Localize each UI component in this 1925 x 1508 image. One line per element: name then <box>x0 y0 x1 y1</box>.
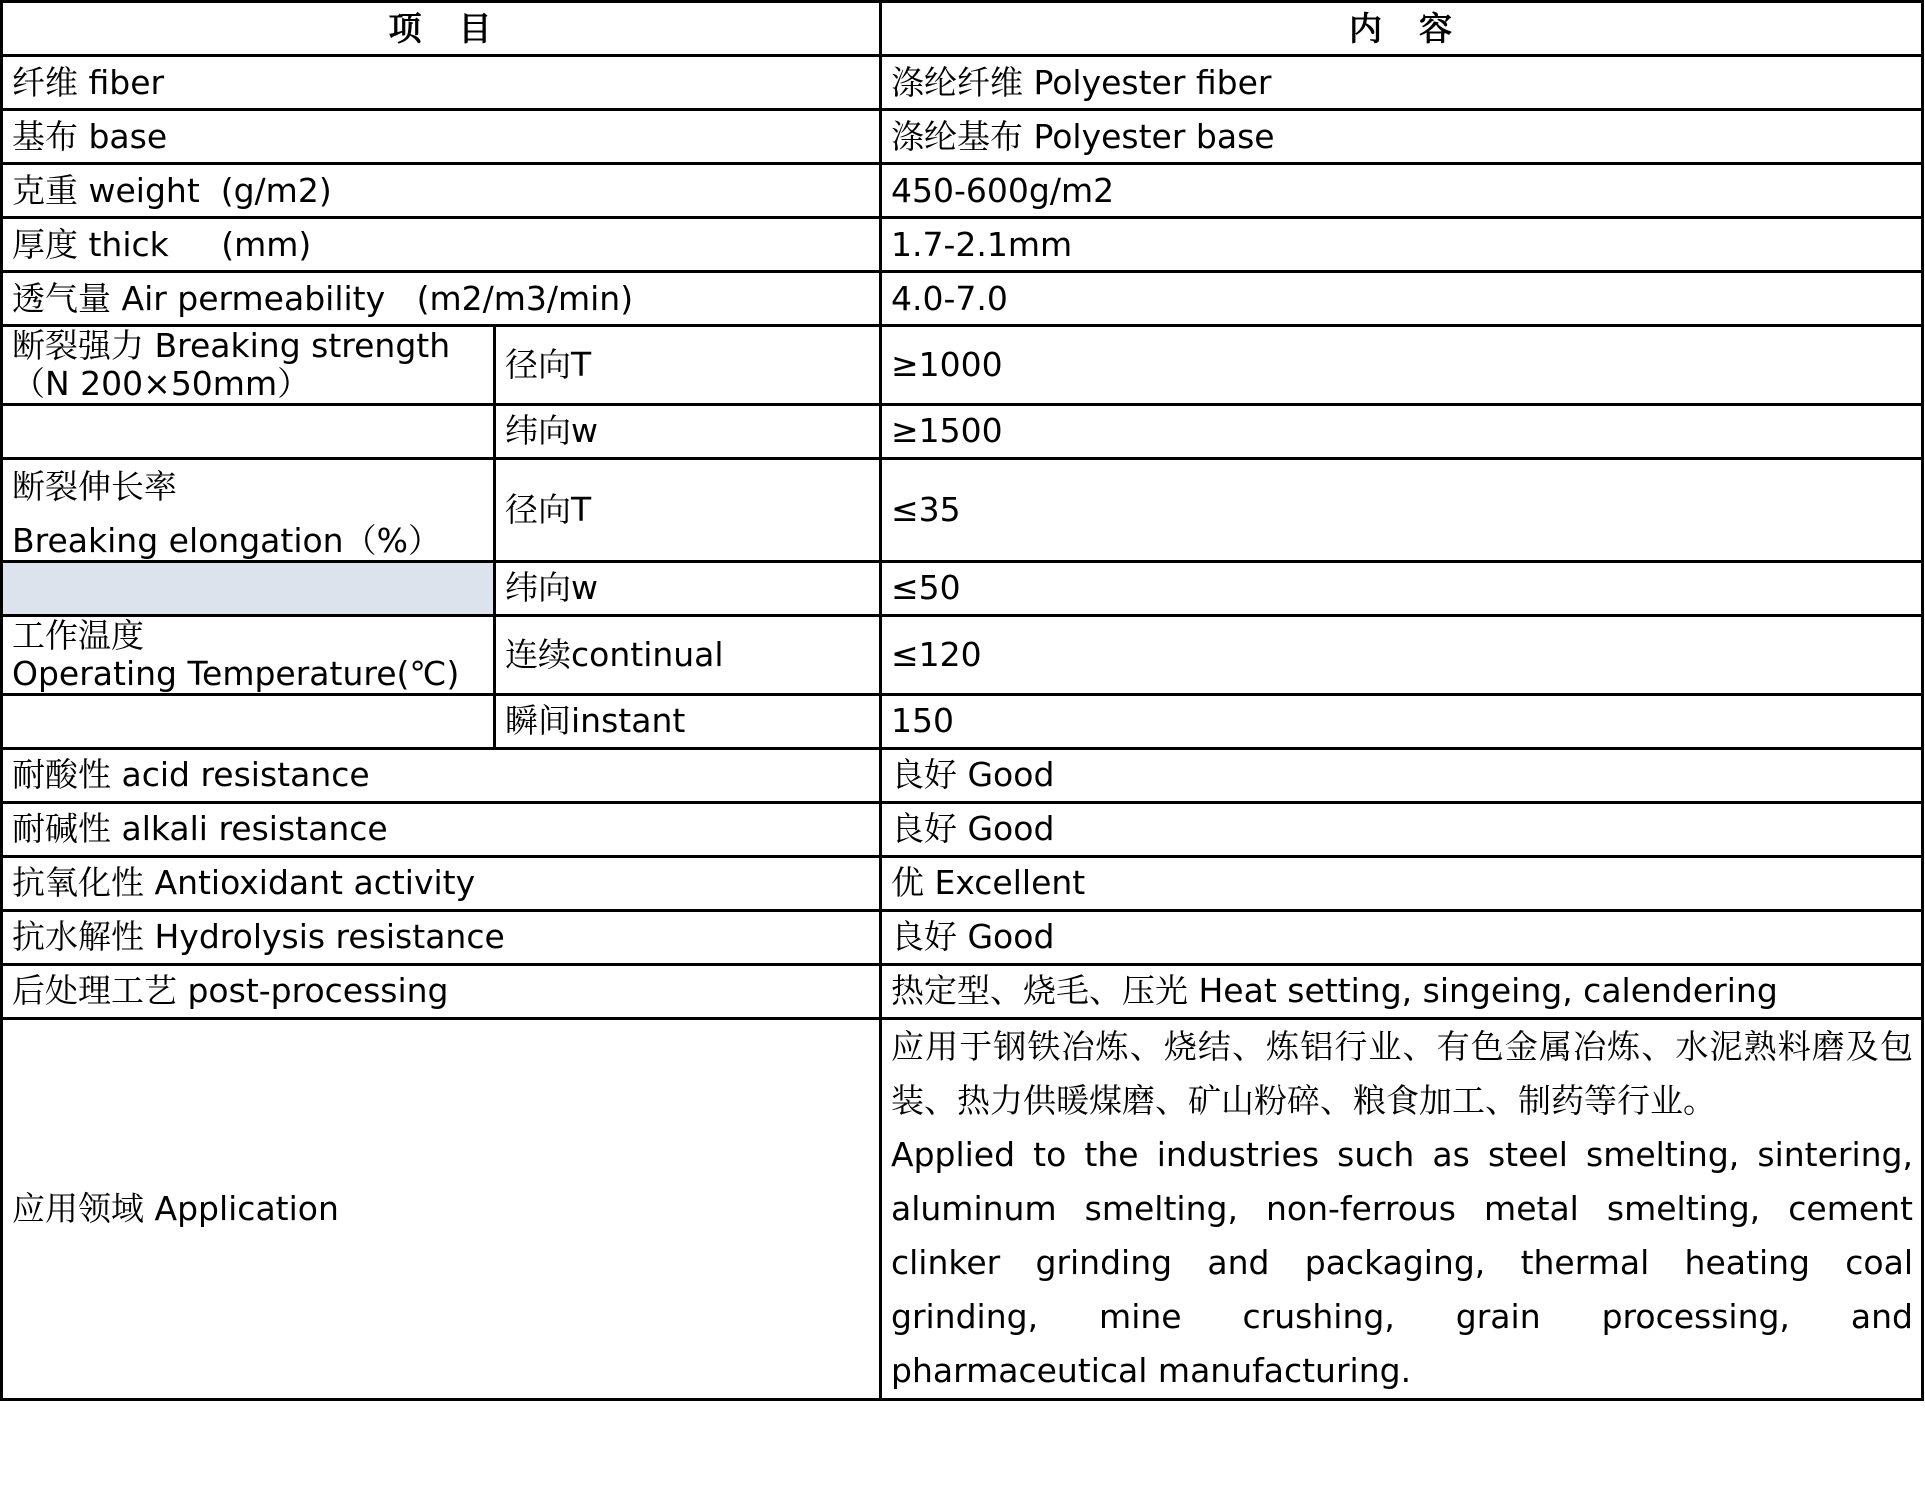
fiber-value: 涤纶纤维 Polyester fiber <box>881 56 1923 110</box>
elongation-label-line1: 断裂伸长率 <box>12 466 177 506</box>
base-label: 基布 base <box>2 110 881 164</box>
table-row <box>2 164 1923 218</box>
temperature-label <box>2 615 495 694</box>
header-content: 内 容 <box>881 2 1923 56</box>
temperature-continual-value: ≤120 <box>881 615 1923 694</box>
table-row <box>2 910 1923 964</box>
base-value: 涤纶基布 Polyester base <box>881 110 1923 164</box>
table-row <box>2 272 1923 326</box>
table-row <box>2 748 1923 802</box>
hydrolysis-value: 良好 Good <box>881 910 1923 964</box>
air-value: 4.0-7.0 <box>881 272 1923 326</box>
elongation-warp-label: 径向T <box>495 458 881 561</box>
application-label: 应用领域 Application <box>2 1018 881 1399</box>
table-row <box>2 56 1923 110</box>
strength-label-line2: （N 200×50mm） <box>12 363 311 403</box>
air-label: 透气量 Air permeability (m2/m3/min) <box>2 272 881 326</box>
antioxidant-label: 抗氧化性 Antioxidant activity <box>2 856 881 910</box>
acid-value: 良好 Good <box>881 748 1923 802</box>
elongation-weft-value: ≤50 <box>881 561 1923 615</box>
antioxidant-value: 优 Excellent <box>881 856 1923 910</box>
table-row <box>2 1018 1923 1399</box>
table-row <box>2 694 1923 748</box>
fiber-label: 纤维 fiber <box>2 56 881 110</box>
application-value-cn: 应用于钢铁冶炼、烧结、炼铝行业、有色金属冶炼、水泥熟料磨及包装、热力供暖煤磨、矿山粉碎、粮食加工、制药等行业。 <box>891 1026 1913 1120</box>
temperature-label-line2: Operating Temperature(℃) <box>12 653 460 693</box>
elongation-warp-value: ≤35 <box>881 458 1923 561</box>
header-item: 项 目 <box>2 2 881 56</box>
elongation-weft-label: 纬向w <box>495 561 881 615</box>
elongation-label <box>2 458 495 561</box>
application-value-en: Applied to the industries such as steel smelting, sintering, aluminum smelting, non-ferrous metal smelting, cement clinker grinding and packaging, thermal heating coal grinding, mine crushing, grain processing, and pharmaceutical manufacturing. <box>891 1134 1913 1390</box>
strength-warp-value: ≥1000 <box>881 326 1923 405</box>
shaded-empty-cell <box>2 561 495 615</box>
table-row <box>2 110 1923 164</box>
table-row <box>2 218 1923 272</box>
table-row <box>2 326 1923 405</box>
table-row <box>2 802 1923 856</box>
alkali-value: 良好 Good <box>881 802 1923 856</box>
alkali-label: 耐碱性 alkali resistance <box>2 802 881 856</box>
thick-value: 1.7-2.1mm <box>881 218 1923 272</box>
application-value <box>881 1018 1923 1399</box>
table-row <box>2 964 1923 1018</box>
header-row <box>2 2 1923 56</box>
table-row <box>2 856 1923 910</box>
temperature-instant-value: 150 <box>881 694 1923 748</box>
post-label: 后处理工艺 post-processing <box>2 964 881 1018</box>
post-value: 热定型、烧毛、压光 Heat setting, singeing, calendering <box>881 964 1923 1018</box>
strength-warp-label: 径向T <box>495 326 881 405</box>
weight-value: 450-600g/m2 <box>881 164 1923 218</box>
table-row <box>2 615 1923 694</box>
strength-weft-value: ≥1500 <box>881 404 1923 458</box>
acid-label: 耐酸性 acid resistance <box>2 748 881 802</box>
strength-weft-label: 纬向w <box>495 404 881 458</box>
table-row <box>2 458 1923 561</box>
table-row <box>2 404 1923 458</box>
temperature-instant-label: 瞬间instant <box>495 694 881 748</box>
temperature-label-line1: 工作温度 <box>12 615 144 655</box>
empty-cell <box>2 404 495 458</box>
table-row <box>2 561 1923 615</box>
elongation-label-line2: Breaking elongation（%） <box>12 520 441 560</box>
thick-label: 厚度 thick (mm) <box>2 218 881 272</box>
strength-label <box>2 326 495 405</box>
hydrolysis-label: 抗水解性 Hydrolysis resistance <box>2 910 881 964</box>
empty-cell <box>2 694 495 748</box>
weight-label: 克重 weight (g/m2) <box>2 164 881 218</box>
temperature-continual-label: 连续continual <box>495 615 881 694</box>
strength-label-line1: 断裂强力 Breaking strength <box>12 326 451 365</box>
